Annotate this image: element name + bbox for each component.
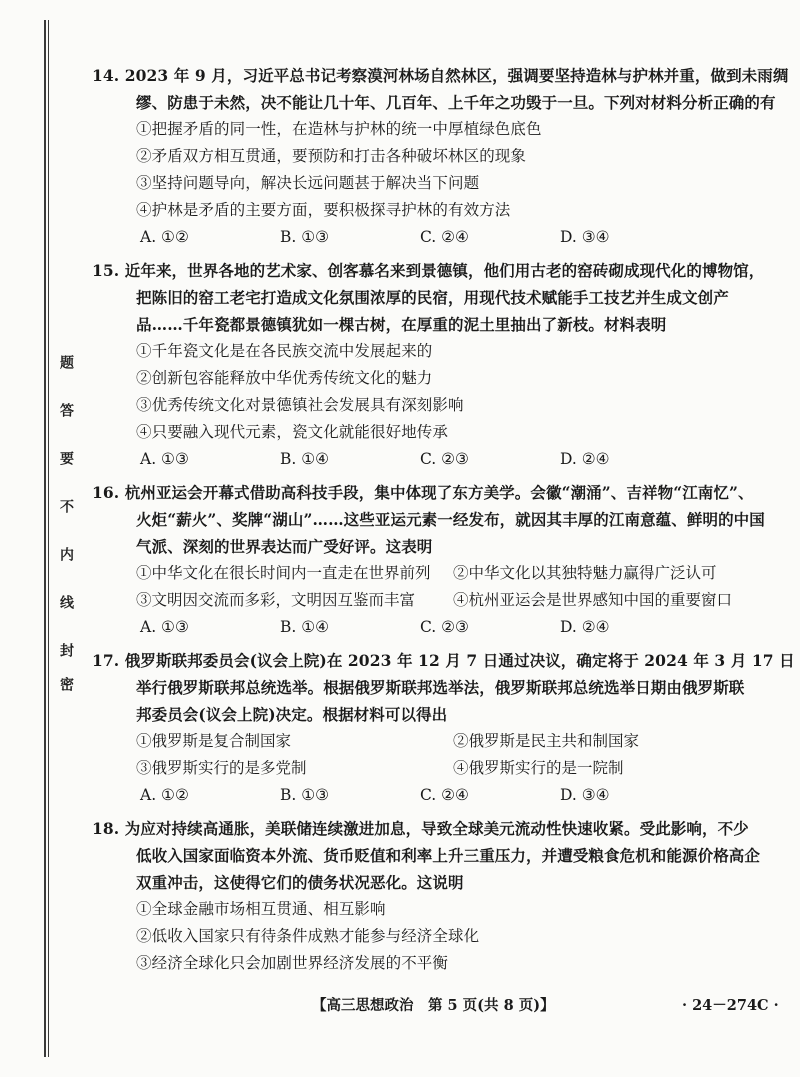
option-statement: ③优秀传统文化对景德镇社会发展具有深刻影响 [136,396,464,414]
choice-d: D. ②④ [560,618,610,636]
question-stem: 双重冲击，这使得它们的债务状况恶化。这说明 [136,873,464,892]
option-statement: ③文明因交流而多彩，文明因互鉴而丰富 [136,591,416,609]
answer-choices [110,224,770,251]
option-statement: ②中华文化以其独特魅力赢得广泛认可 [453,564,717,582]
answer-choices [110,446,770,473]
choice-d: D. ③④ [560,228,610,246]
seal-char: 封 [58,643,74,657]
question-stem: 18. 为应对持续高通胀，美联储连续激进加息，导致全球美元流动性快速收紧。受此影响，不少 [92,819,749,838]
seal-char: 题 [58,355,74,369]
footer-page-info: 【高三思想政治 第 5 页(共 8 页)】 [312,997,555,1014]
question-stem: 品……千年瓷都景德镇犹如一棵古树，在厚重的泥土里抽出了新枝。材料表明 [136,315,667,334]
option-statement: ④俄罗斯实行的是一院制 [453,759,624,777]
option-statement: ①全球金融市场相互贯通、相互影响 [136,900,386,918]
question-stem: 缪、防患于未然，决不能让几十年、几百年、上千年之功毁于一旦。下列对材料分析正确的有 [136,93,776,112]
option-statement: ④只要融入现代元素，瓷文化就能很好地传承 [136,423,449,441]
choice-a: A. ①② [140,228,189,246]
choice-a: A. ①③ [140,618,189,636]
option-statement: ③坚持问题导向，解决长远问题甚于解决当下问题 [136,174,480,192]
question-stem: 把陈旧的窑工老宅打造成文化氛围浓厚的民宿，用现代技术赋能手工技艺并生成文创产 [136,288,729,307]
option-statement: ④护林是矛盾的主要方面，要积极探寻护林的有效方法 [136,201,511,219]
option-statement: ②创新包容能释放中华优秀传统文化的魅力 [136,369,433,387]
seal-char: 内 [58,547,74,561]
option-statement: ②俄罗斯是民主共和制国家 [453,732,640,750]
seal-line-notice [52,355,78,695]
choice-b: B. ①③ [280,786,330,804]
seal-char: 要 [58,451,74,465]
option-statement: ①俄罗斯是复合制国家 [136,732,292,750]
option-statement: ①千年瓷文化是在各民族交流中发展起来的 [136,342,433,360]
option-pair [110,560,770,587]
choice-c: C. ②④ [420,228,469,246]
question-15 [92,257,770,473]
choice-c: C. ②③ [420,618,469,636]
choice-b: B. ①④ [280,618,330,636]
footer-exam-code: · 24－274C · [682,997,779,1014]
seal-char: 不 [58,499,74,513]
choice-b: B. ①④ [280,450,330,468]
question-stem: 15. 近年来，世界各地的艺术家、创客慕名来到景德镇，他们用古老的窑砖砌成现代化的博物馆， [92,261,765,280]
question-stem: 16. 杭州亚运会开幕式借助高科技手段，集中体现了东方美学。会徽“潮涌”、吉祥物“江南忆”、 [92,483,754,502]
question-stem: 低收入国家面临资本外流、货币贬值和利率上升三重压力，并遭受粮食危机和能源价格高企 [136,846,761,865]
answer-choices [110,782,770,809]
option-pair [110,755,770,782]
option-statement: ②低收入国家只有待条件成熟才能参与经济全球化 [136,927,480,945]
binding-margin-line-inner [48,20,49,1057]
option-statement: ②矛盾双方相互贯通，要预防和打击各种破坏林区的现象 [136,147,527,165]
question-stem: 邦委员会(议会上院)决定。根据材料可以得出 [136,705,448,724]
seal-char: 密 [58,677,74,691]
seal-char: 答 [58,403,74,417]
choice-c: C. ②④ [420,786,469,804]
choice-c: C. ②③ [420,450,469,468]
question-stem: 17. 俄罗斯联邦委员会(议会上院)在 2023 年 12 月 7 日通过决议，确定将于 2024 年 3 月 17 日 [92,651,795,670]
option-statement: ③俄罗斯实行的是多党制 [136,759,307,777]
choice-d: D. ②④ [560,450,610,468]
option-statement: ①把握矛盾的同一性，在造林与护林的统一中厚植绿色底色 [136,120,542,138]
question-14 [92,62,789,251]
choice-a: A. ①② [140,786,189,804]
question-18 [92,815,770,977]
binding-margin-line [44,20,46,1057]
option-statement: ④杭州亚运会是世界感知中国的重要窗口 [453,591,733,609]
question-stem: 举行俄罗斯联邦总统选举。根据俄罗斯联邦选举法，俄罗斯联邦总统选举日期由俄罗斯联 [136,678,745,697]
choice-a: A. ①③ [140,450,189,468]
question-17 [92,647,795,809]
answer-choices [110,614,770,641]
choice-d: D. ③④ [560,786,610,804]
option-pair [110,728,770,755]
option-statement: ①中华文化在很长时间内一直走在世界前列 [136,564,431,582]
question-stem: 气派、深刻的世界表达而广受好评。这表明 [136,537,433,556]
question-stem: 14. 2023 年 9 月，习近平总书记考察漠河林场自然林区，强调要坚持造林与护林并重，做到未雨绸 [92,66,789,85]
choice-b: B. ①③ [280,228,330,246]
option-statement: ③经济全球化只会加剧世界经济发展的不平衡 [136,954,449,972]
question-16 [92,479,770,641]
option-pair [110,587,770,614]
seal-char: 线 [58,595,74,609]
exam-content [92,62,795,983]
question-stem: 火炬“薪火”、奖牌“湖山”……这些亚运元素一经发布，就因其丰厚的江南意蕴、鲜明的中国 [136,510,765,529]
